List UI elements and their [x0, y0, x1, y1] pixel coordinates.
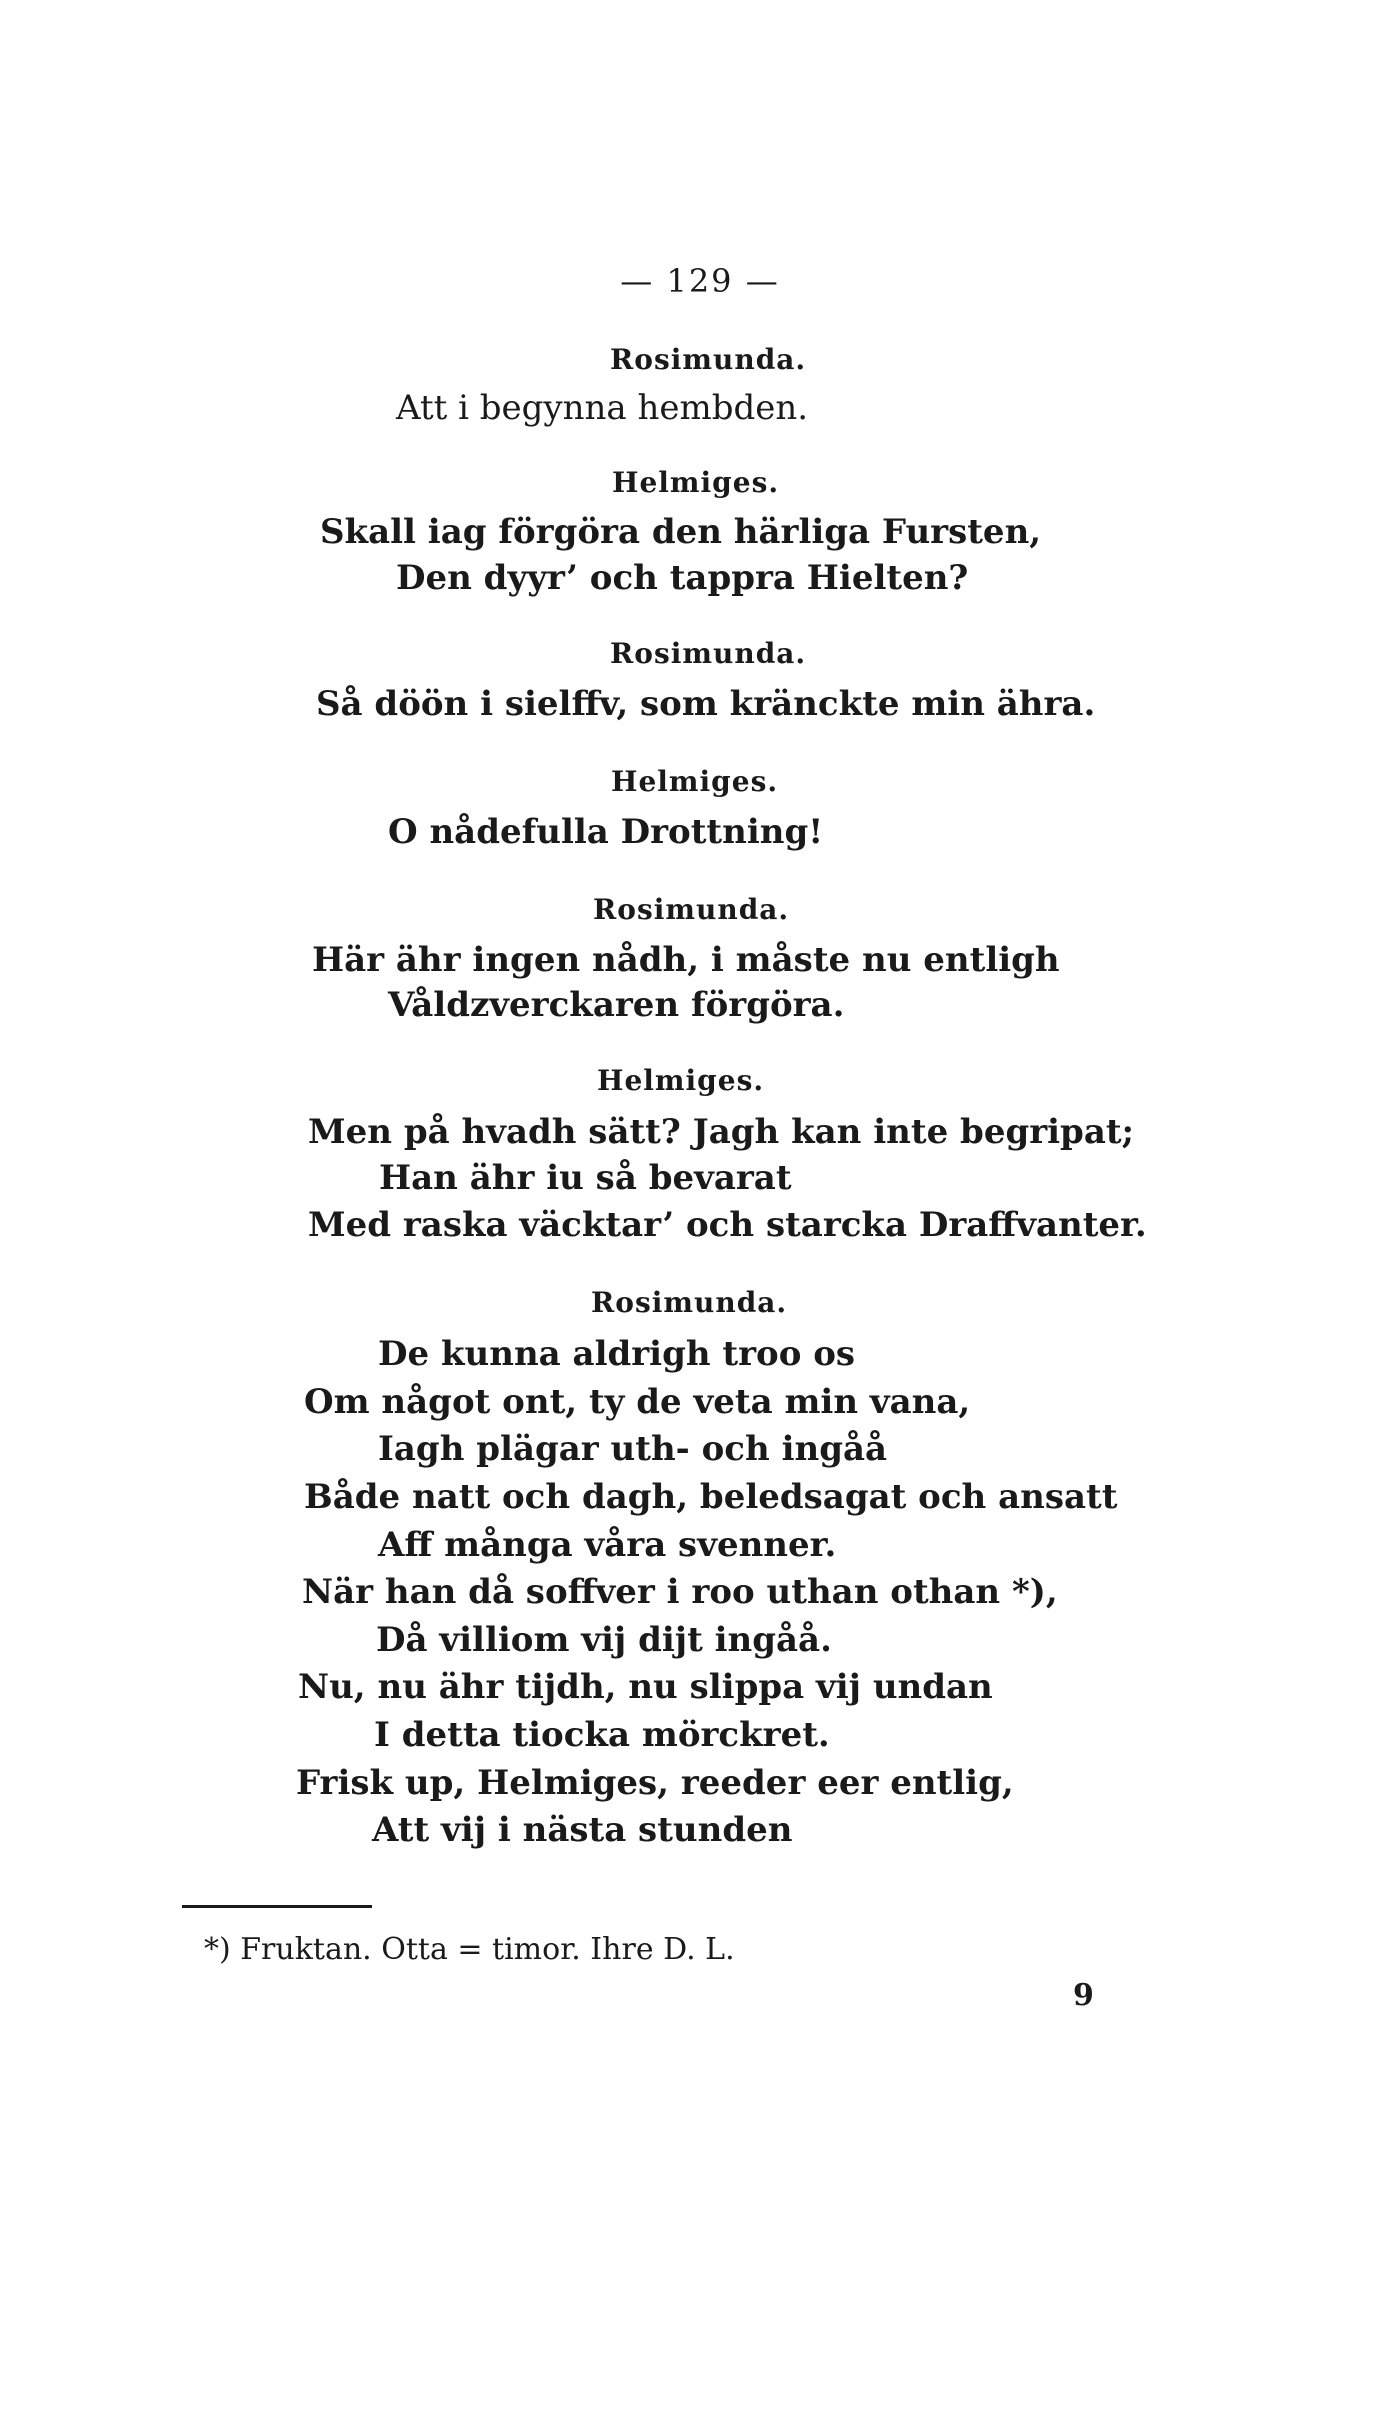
footnote-rule	[182, 1905, 372, 1908]
verse-line: Med raska väcktar’ och starcka Draffvanter.	[308, 1205, 1147, 1245]
verse-line: Iagh plägar uth- och ingåå	[378, 1429, 888, 1469]
verse-line: De kunna aldrigh troo os	[378, 1334, 856, 1374]
verse-line: Han ähr iu så bevarat	[379, 1158, 792, 1198]
verse-line: Att vij i nästa stunden	[372, 1810, 793, 1850]
footnote: *) Fruktan. Otta = timor. Ihre D. L.	[204, 1932, 735, 1967]
verse-line: Men på hvadh sätt? Jagh kan inte begripat;	[308, 1112, 1135, 1152]
verse-line: Aff många våra svenner.	[378, 1525, 837, 1565]
verse-line: Nu, nu ähr tijdh, nu slippa vij undan	[298, 1667, 993, 1707]
verse-line: Våldzverckaren förgöra.	[388, 985, 845, 1025]
speaker-rosimunda: Rosimunda.	[610, 637, 807, 670]
page-number: — 129 —	[620, 262, 780, 300]
speaker-rosimunda: Rosimunda.	[593, 893, 790, 926]
signature-mark: 9	[1073, 1978, 1094, 2013]
speaker-rosimunda: Rosimunda.	[610, 343, 807, 376]
verse-line: Här ähr ingen nådh, i måste nu entligh	[312, 940, 1060, 980]
verse-line: Frisk up, Helmiges, reeder eer entlig,	[296, 1763, 1014, 1803]
verse-line: Då villiom vij dijt ingåå.	[376, 1620, 832, 1660]
speaker-helmiges: Helmiges.	[611, 765, 779, 798]
speaker-rosimunda: Rosimunda.	[591, 1286, 788, 1319]
speaker-helmiges: Helmiges.	[597, 1064, 765, 1097]
verse-line: Så döön i sielffv, som kränckte min ähra.	[316, 684, 1096, 724]
speaker-helmiges: Helmiges.	[612, 466, 780, 499]
verse-line: Den dyyr’ och tappra Hielten?	[396, 558, 969, 598]
verse-line: Skall iag förgöra den härliga Fursten,	[320, 512, 1042, 552]
verse-line: O nådefulla Drottning!	[388, 812, 824, 852]
verse-line: Att i begynna hembden.	[396, 388, 809, 428]
verse-line: I detta tiocka mörckret.	[374, 1715, 830, 1755]
verse-line: Om något ont, ty de veta min vana,	[304, 1382, 971, 1422]
verse-line: När han då soffver i roo uthan othan *),	[302, 1572, 1058, 1612]
verse-line: Både natt och dagh, beledsagat och ansatt	[304, 1477, 1118, 1517]
